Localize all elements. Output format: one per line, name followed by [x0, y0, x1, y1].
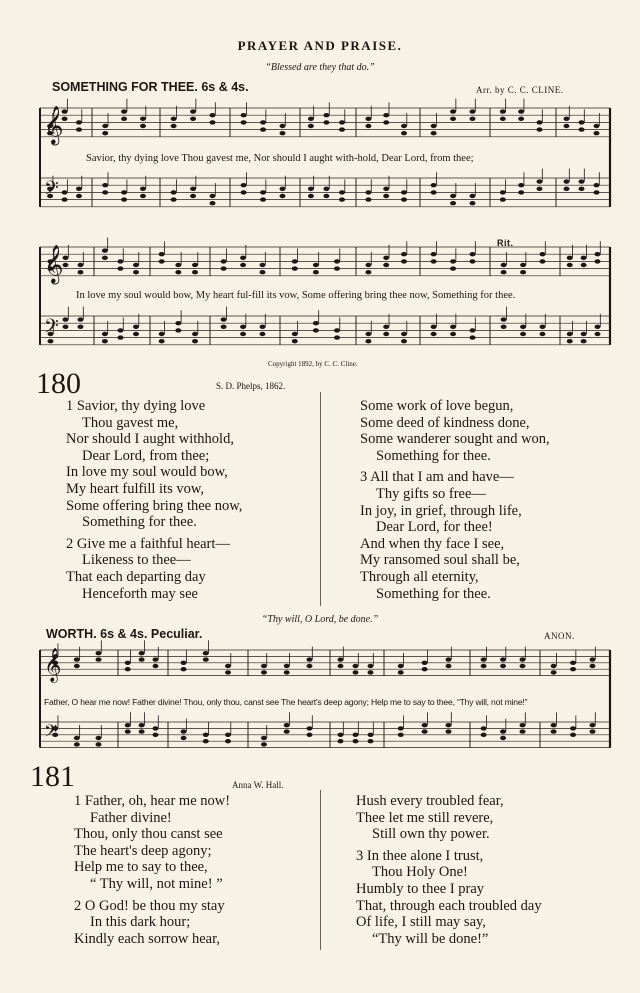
note-head	[422, 729, 428, 733]
verse-line: Something for thee.	[82, 514, 197, 531]
note-head	[125, 667, 131, 671]
note-head	[125, 729, 131, 733]
note-head	[353, 664, 359, 668]
note-head	[307, 657, 313, 661]
page-section-title: PRAYER AND PRAISE.	[237, 38, 403, 53]
lyric-line: Savior, thy dying love Thou gavest me, Nor should I aught with-hold, Dear Lord, from thee;	[86, 153, 474, 164]
verse-line: 2 O God! be thou my stay	[74, 897, 225, 914]
note-head	[261, 670, 267, 674]
note-head	[261, 742, 267, 746]
note-head	[96, 742, 102, 746]
note-head	[398, 733, 404, 737]
note-head	[422, 661, 428, 665]
verse-line: “Thy will be done!”	[372, 930, 489, 947]
verse-line: Henceforth may see	[82, 585, 198, 602]
note-head	[338, 739, 344, 743]
note-head	[481, 726, 487, 730]
verse-column-left	[74, 793, 230, 947]
note-head	[500, 664, 506, 668]
note-head	[153, 726, 159, 730]
note-head	[368, 739, 374, 743]
note-head	[203, 733, 209, 737]
tune-name: SOMETHING FOR THEE.	[52, 80, 198, 94]
note-head	[481, 657, 487, 661]
verse-line: In love my soul would bow,	[66, 464, 228, 481]
note-head	[398, 670, 404, 674]
verse-line: Thou Holy One!	[372, 864, 468, 881]
note-head	[139, 723, 145, 727]
verse-line: In joy, in grief, through life,	[360, 502, 522, 519]
note-head	[481, 664, 487, 668]
column-divider	[320, 790, 321, 950]
note-head	[551, 729, 557, 733]
note-head	[446, 729, 452, 733]
verse-line: Thou gavest me,	[82, 414, 179, 431]
verse-line: In this dark hour;	[90, 914, 191, 931]
verse-line: That each departing day	[66, 568, 206, 585]
note-head	[125, 723, 131, 727]
note-head	[570, 667, 576, 671]
verse-line: Father divine!	[90, 809, 172, 826]
note-head	[422, 723, 428, 727]
verse-line: Thy gifts so free—	[376, 485, 486, 502]
note-head	[307, 664, 313, 668]
note-head	[353, 739, 359, 743]
verse-line: Dear Lord, for thee!	[376, 519, 493, 536]
note-head	[446, 657, 452, 661]
hymn-number: 180	[36, 367, 81, 400]
verse-line: My ransomed soul shall be,	[360, 552, 520, 569]
tune-motto: “Thy will, O Lord, be done.”	[261, 614, 379, 625]
note-head	[590, 729, 596, 733]
note-head	[446, 664, 452, 668]
verse-line: Likeness to thee—	[82, 552, 191, 569]
note-head	[225, 664, 231, 668]
verse-line: 1 Father, oh, hear me now!	[74, 793, 231, 809]
note-head	[590, 723, 596, 727]
verse-line: 2 Give me a faithful heart—	[66, 535, 230, 552]
verse-line: And when thy face I see,	[360, 535, 505, 552]
note-head	[398, 664, 404, 668]
note-head	[520, 657, 526, 661]
verse-line: Through all eternity,	[360, 568, 479, 585]
tune-arranger: ANON.	[544, 631, 575, 641]
note-head	[520, 723, 526, 727]
note-head	[225, 739, 231, 743]
hymn-author: Anna W. Hall.	[232, 780, 284, 790]
verse-line: Something for thee.	[376, 585, 491, 602]
note-head	[181, 729, 187, 733]
note-head	[338, 733, 344, 737]
note-head	[446, 723, 452, 727]
verse-column-right	[356, 793, 542, 947]
hymn-number: 181	[30, 760, 75, 793]
note-head	[353, 670, 359, 674]
note-head	[284, 729, 290, 733]
verse-line: Some wanderer sought and won,	[360, 431, 550, 448]
copyright-notice: Copyright 1892, by C. C. Cline.	[268, 360, 358, 368]
note-head	[590, 664, 596, 668]
verse-line: That, through each troubled day	[356, 897, 542, 914]
note-head	[284, 670, 290, 674]
note-head	[570, 726, 576, 730]
verse-line: Of life, I still may say,	[356, 914, 486, 931]
verse-line: “ Thy will, not mine! ”	[90, 875, 223, 892]
verse-line: Some deed of kindness done,	[360, 414, 530, 431]
note-head	[261, 736, 267, 740]
bass-clef-icon: 𝄢	[44, 178, 59, 205]
verse-line: Help me to say to thee,	[74, 859, 208, 876]
note-head	[368, 670, 374, 674]
note-head	[590, 657, 596, 661]
note-head	[338, 664, 344, 668]
note-head	[368, 733, 374, 737]
note-head	[481, 733, 487, 737]
note-head	[353, 733, 359, 737]
verse-line: Some work of love begun,	[360, 398, 514, 414]
verse-line: Humbly to thee I pray	[356, 880, 485, 897]
verse-line: Nor should I aught withhold,	[66, 431, 234, 448]
note-head	[570, 733, 576, 737]
note-head	[153, 733, 159, 737]
verse-line: Something for thee.	[376, 447, 491, 464]
note-head	[398, 726, 404, 730]
note-head	[153, 664, 159, 668]
note-head	[139, 657, 145, 661]
tune-meter: 6s & 4s. Peculiar.	[100, 627, 203, 641]
note-head	[570, 661, 576, 665]
note-head	[307, 726, 313, 730]
verse-line: Thee let me still revere,	[356, 809, 494, 826]
note-head	[284, 723, 290, 727]
note-head	[139, 651, 145, 655]
note-head	[153, 657, 159, 661]
note-head	[225, 733, 231, 737]
note-head	[203, 657, 209, 661]
hymn-author: S. D. Phelps, 1862.	[216, 381, 286, 391]
note-head	[551, 664, 557, 668]
verse-line: 1 Savior, thy dying love	[66, 398, 206, 414]
lyric-line: Father, O hear me now! Father divine! Thou, only thou, canst see The heart's deep agony; Help me to say to thee, “Thy will, not mine!”	[44, 697, 528, 707]
note-head	[74, 742, 80, 746]
verse-line: The heart's deep agony;	[74, 842, 212, 859]
note-head	[551, 723, 557, 727]
note-head	[338, 657, 344, 661]
note-head	[96, 657, 102, 661]
bass-clef-icon: 𝄢	[44, 720, 58, 745]
verse-line: 3 In thee alone I trust,	[356, 847, 484, 864]
note-head	[500, 729, 506, 733]
note-head	[203, 651, 209, 655]
note-head	[520, 664, 526, 668]
note-head	[74, 736, 80, 740]
verse-line: Still own thy power.	[372, 826, 490, 843]
note-head	[96, 736, 102, 740]
verse-line: My heart fulfill its vow,	[66, 480, 204, 497]
tune-name: WORTH.	[46, 627, 97, 641]
note-head	[125, 661, 131, 665]
note-head	[422, 667, 428, 671]
tune-arranger: Arr. by C. C. CLINE.	[476, 85, 564, 95]
treble-clef-icon: 𝄞	[44, 104, 64, 144]
note-head	[225, 670, 231, 674]
verse-line: Hush every troubled fear,	[356, 793, 504, 809]
note-head	[284, 664, 290, 668]
note-head	[500, 657, 506, 661]
lyric-line: In love my soul would bow, My heart ful-fill its vow, Some offering bring thee now, Something for thee.	[76, 290, 516, 301]
note-head	[139, 729, 145, 733]
treble-clef-icon: 𝄞	[44, 243, 64, 283]
verse-line: 3 All that I am and have—	[360, 469, 514, 486]
note-head	[74, 657, 80, 661]
treble-clef-icon: 𝄞	[44, 647, 62, 682]
note-head	[181, 661, 187, 665]
verse-line: Some offering bring thee now,	[66, 497, 243, 514]
note-head	[181, 667, 187, 671]
tune-motto: “Blessed are they that do.”	[265, 62, 375, 73]
verse-line: Kindly each sorrow hear,	[74, 930, 220, 947]
note-head	[520, 729, 526, 733]
tune-meter: 6s & 4s.	[201, 80, 249, 94]
note-head	[261, 664, 267, 668]
note-head	[551, 670, 557, 674]
note-head	[368, 664, 374, 668]
note-head	[96, 651, 102, 655]
verse-line: Dear Lord, from thee;	[82, 447, 210, 464]
note-head	[307, 733, 313, 737]
note-head	[74, 664, 80, 668]
tempo-mark: Rit.	[497, 238, 514, 248]
verse-line: Thou, only thou canst see	[74, 826, 223, 843]
note-head	[203, 739, 209, 743]
note-head	[500, 736, 506, 740]
bass-clef-icon: 𝄢	[44, 316, 59, 343]
note-head	[181, 736, 187, 740]
